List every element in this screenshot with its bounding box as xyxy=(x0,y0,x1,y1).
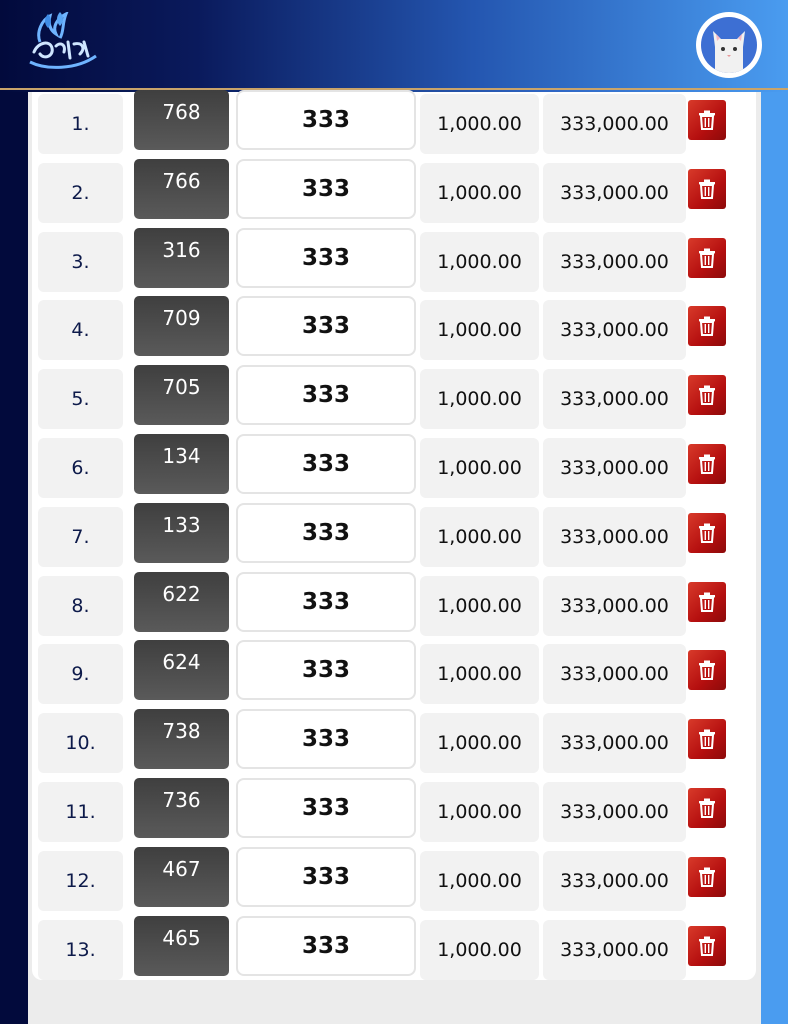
trash-icon xyxy=(698,316,716,336)
amount-input[interactable]: 333 xyxy=(236,503,416,563)
delete-button[interactable] xyxy=(688,650,726,690)
delete-button[interactable] xyxy=(688,926,726,966)
total-value: 333,000.00 xyxy=(543,782,686,842)
brand-logo-icon[interactable] xyxy=(26,12,100,74)
row-index: 7. xyxy=(38,507,123,567)
trash-icon xyxy=(698,110,716,130)
table-row xyxy=(32,434,756,498)
lottery-number: 736 xyxy=(134,778,229,838)
lottery-number: 624 xyxy=(134,640,229,700)
delete-button[interactable] xyxy=(688,444,726,484)
table-row xyxy=(32,159,756,223)
trash-icon xyxy=(698,729,716,749)
price-value: 1,000.00 xyxy=(420,851,539,911)
amount-input[interactable]: 333 xyxy=(236,847,416,907)
amount-input[interactable]: 333 xyxy=(236,90,416,150)
trash-icon xyxy=(698,523,716,543)
table-row xyxy=(32,709,756,773)
table-row xyxy=(32,778,756,842)
price-value: 1,000.00 xyxy=(420,507,539,567)
amount-input[interactable]: 333 xyxy=(236,296,416,356)
row-index: 10. xyxy=(38,713,123,773)
price-value: 1,000.00 xyxy=(420,94,539,154)
amount-input[interactable]: 333 xyxy=(236,434,416,494)
trash-icon xyxy=(698,454,716,474)
total-value: 333,000.00 xyxy=(543,163,686,223)
table-row xyxy=(32,572,756,636)
row-index: 3. xyxy=(38,232,123,292)
table-row xyxy=(32,296,756,360)
lottery-number: 622 xyxy=(134,572,229,632)
left-panel xyxy=(0,92,28,1024)
table-row xyxy=(32,847,756,911)
lottery-number: 316 xyxy=(134,228,229,288)
row-index: 4. xyxy=(38,300,123,360)
amount-input[interactable]: 333 xyxy=(236,159,416,219)
trash-icon xyxy=(698,867,716,887)
total-value: 333,000.00 xyxy=(543,644,686,704)
amount-input[interactable]: 333 xyxy=(236,572,416,632)
total-value: 333,000.00 xyxy=(543,232,686,292)
trash-icon xyxy=(698,936,716,956)
delete-button[interactable] xyxy=(688,513,726,553)
lottery-number: 133 xyxy=(134,503,229,563)
row-index: 1. xyxy=(38,94,123,154)
total-value: 333,000.00 xyxy=(543,300,686,360)
amount-input[interactable]: 333 xyxy=(236,778,416,838)
delete-button[interactable] xyxy=(688,169,726,209)
price-value: 1,000.00 xyxy=(420,300,539,360)
delete-button[interactable] xyxy=(688,582,726,622)
trash-icon xyxy=(698,592,716,612)
right-panel xyxy=(761,92,788,1024)
delete-button[interactable] xyxy=(688,719,726,759)
total-value: 333,000.00 xyxy=(543,851,686,911)
trash-icon xyxy=(698,660,716,680)
price-value: 1,000.00 xyxy=(420,232,539,292)
row-index: 6. xyxy=(38,438,123,498)
delete-button[interactable] xyxy=(688,788,726,828)
delete-button[interactable] xyxy=(688,306,726,346)
lottery-number: 738 xyxy=(134,709,229,769)
trash-icon xyxy=(698,248,716,268)
price-value: 1,000.00 xyxy=(420,713,539,773)
delete-button[interactable] xyxy=(688,375,726,415)
table-row xyxy=(32,640,756,704)
trash-icon xyxy=(698,798,716,818)
row-index: 5. xyxy=(38,369,123,429)
lottery-number: 467 xyxy=(134,847,229,907)
row-index: 9. xyxy=(38,644,123,704)
price-value: 1,000.00 xyxy=(420,782,539,842)
delete-button[interactable] xyxy=(688,100,726,140)
amount-input[interactable]: 333 xyxy=(236,365,416,425)
lottery-number: 465 xyxy=(134,916,229,976)
table-row xyxy=(32,90,756,154)
delete-button[interactable] xyxy=(688,857,726,897)
cat-avatar-icon xyxy=(701,17,757,73)
trash-icon xyxy=(698,179,716,199)
lottery-number: 134 xyxy=(134,434,229,494)
lottery-number: 768 xyxy=(134,90,229,150)
total-value: 333,000.00 xyxy=(543,438,686,498)
app-header xyxy=(0,0,788,90)
row-index: 8. xyxy=(38,576,123,636)
row-index: 2. xyxy=(38,163,123,223)
delete-button[interactable] xyxy=(688,238,726,278)
row-index: 12. xyxy=(38,851,123,911)
row-index: 13. xyxy=(38,920,123,980)
trash-icon xyxy=(698,385,716,405)
table-row xyxy=(32,365,756,429)
total-value: 333,000.00 xyxy=(543,920,686,980)
user-avatar[interactable] xyxy=(696,12,762,78)
total-value: 333,000.00 xyxy=(543,713,686,773)
table-row xyxy=(32,228,756,292)
main-content xyxy=(28,92,761,1024)
price-value: 1,000.00 xyxy=(420,576,539,636)
total-value: 333,000.00 xyxy=(543,507,686,567)
table-row xyxy=(32,503,756,567)
price-value: 1,000.00 xyxy=(420,438,539,498)
amount-input[interactable]: 333 xyxy=(236,640,416,700)
row-index: 11. xyxy=(38,782,123,842)
price-value: 1,000.00 xyxy=(420,369,539,429)
total-value: 333,000.00 xyxy=(543,369,686,429)
lottery-number: 705 xyxy=(134,365,229,425)
bet-list-card xyxy=(32,92,756,980)
price-value: 1,000.00 xyxy=(420,163,539,223)
amount-input[interactable]: 333 xyxy=(236,228,416,288)
table-row xyxy=(32,916,756,980)
total-value: 333,000.00 xyxy=(543,576,686,636)
price-value: 1,000.00 xyxy=(420,920,539,980)
lottery-number: 709 xyxy=(134,296,229,356)
amount-input[interactable]: 333 xyxy=(236,709,416,769)
price-value: 1,000.00 xyxy=(420,644,539,704)
total-value: 333,000.00 xyxy=(543,94,686,154)
lottery-number: 766 xyxy=(134,159,229,219)
amount-input[interactable]: 333 xyxy=(236,916,416,976)
